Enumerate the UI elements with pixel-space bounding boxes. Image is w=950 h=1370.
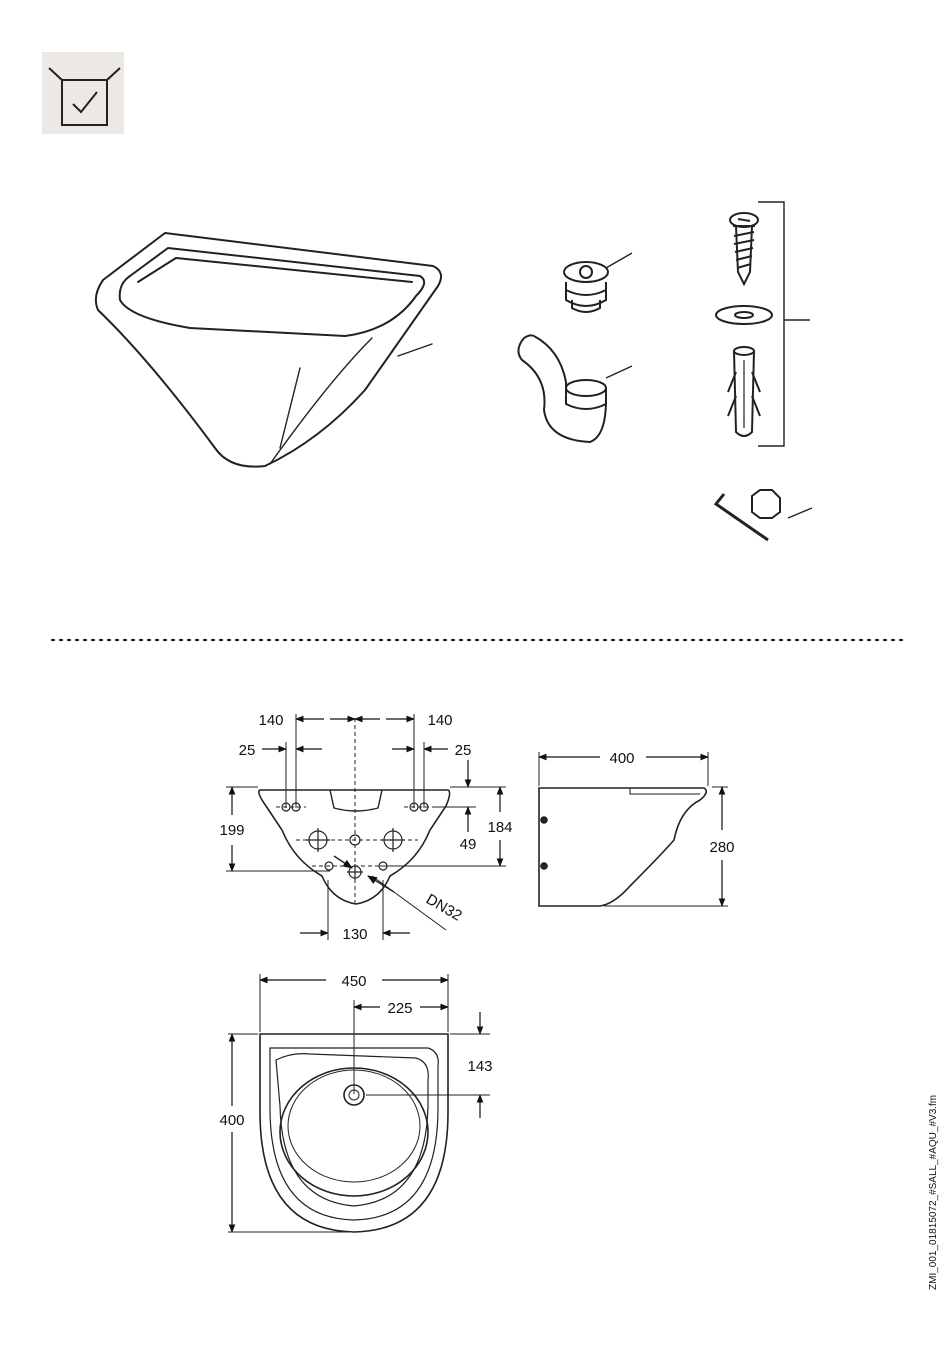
trap-icon: [518, 335, 632, 442]
screw-icon: [730, 213, 758, 284]
dimension-140-left: 140: [258, 712, 284, 729]
dimension-25-left: 25: [238, 742, 256, 759]
dimension-143: 143: [467, 1058, 493, 1075]
dimension-450: 450: [341, 973, 367, 990]
dimension-280: 280: [709, 839, 735, 856]
hex-key-icon: [716, 490, 812, 540]
waste-valve-icon: [564, 253, 632, 312]
wash-basin-illustration: [96, 233, 441, 467]
dimension-400-top: 400: [219, 1112, 245, 1129]
side-view-drawing: [539, 752, 728, 906]
dimension-184: 184: [487, 819, 513, 836]
fixing-set-bracket: [758, 202, 810, 446]
washer-icon: [716, 306, 772, 324]
dimension-199: 199: [219, 822, 245, 839]
wall-plug-icon: [728, 347, 760, 436]
dimension-25-right: 25: [454, 742, 472, 759]
dimension-225: 225: [387, 1000, 413, 1017]
dimension-dn32: DN32: [423, 890, 465, 925]
dimension-49: 49: [459, 836, 477, 853]
dimension-140-right: 140: [427, 712, 453, 729]
dimension-400-depth: 400: [609, 750, 635, 767]
dimension-130: 130: [342, 926, 368, 943]
box-checkmark-icon: [42, 52, 124, 134]
top-view-drawing: [228, 974, 493, 1232]
document-code: ZMI_001_01815072_#SALL_#AQU_#V3.fm: [928, 1094, 939, 1290]
